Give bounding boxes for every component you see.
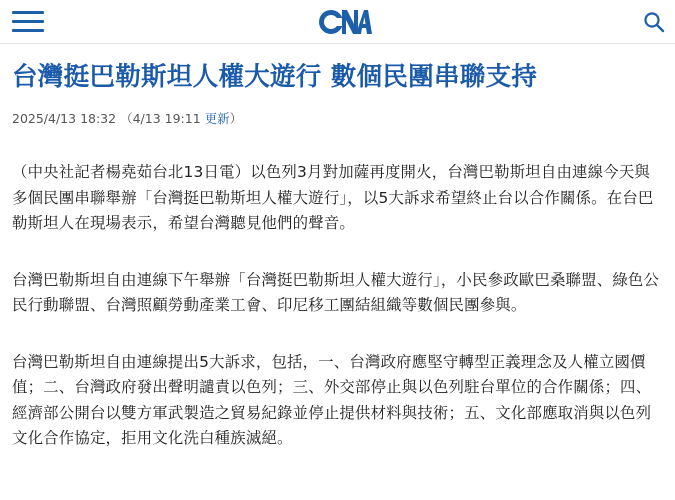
update-link[interactable]: 更新 [204,111,230,126]
article-dateline [12,109,242,127]
published-time: 2025/4/13 18:32 [12,111,117,126]
article-body [12,160,664,483]
updated-time-close: ） [229,111,243,126]
logo-text: CNA [345,35,348,36]
top-navigation-bar [0,0,675,44]
cna-logo[interactable] [318,8,372,36]
article-paragraph: 台灣巴勒斯坦自由連線提出5大訴求，包括，一、台灣政府應堅守轉型正義理念及人權立國價值；二、台灣政府發出聲明譴責以色列；三、外交部停止與以色列駐台單位的合作關係；四、經濟部公開台以雙方軍武製造之貿易紀錄並停止提供材料與技術；五、文化部應取消與以色列文化合作協定，拒用文化洗白種族滅絕。 [12,352,652,447]
article-title: 台灣挺巴勒斯坦人權大遊行 數個民團串聯支持 [12,62,538,92]
search-icon[interactable] [643,11,665,33]
article-paragraph: 台灣巴勒斯坦自由連線下午舉辦「台灣挺巴勒斯坦人權大遊行」，小民參政歐巴桑聯盟、綠色公民行動聯盟、台灣照顧勞動產業工會、印尼移工團結組織等數個民團參與。 [12,270,660,314]
updated-time-open: （4/13 19:11 [120,111,205,126]
hamburger-menu-icon[interactable] [12,9,44,33]
article-paragraph: （中央社記者楊堯茹台北13日電）以色列3月對加薩再度開火，台灣巴勒斯坦自由連線今天與多個民團串聯舉辦「台灣挺巴勒斯坦人權大遊行」，以5大訴求希望終止台以合作關係。在台巴勒斯坦人在現場表示，希望台灣聽見他們的聲音。 [12,163,654,232]
